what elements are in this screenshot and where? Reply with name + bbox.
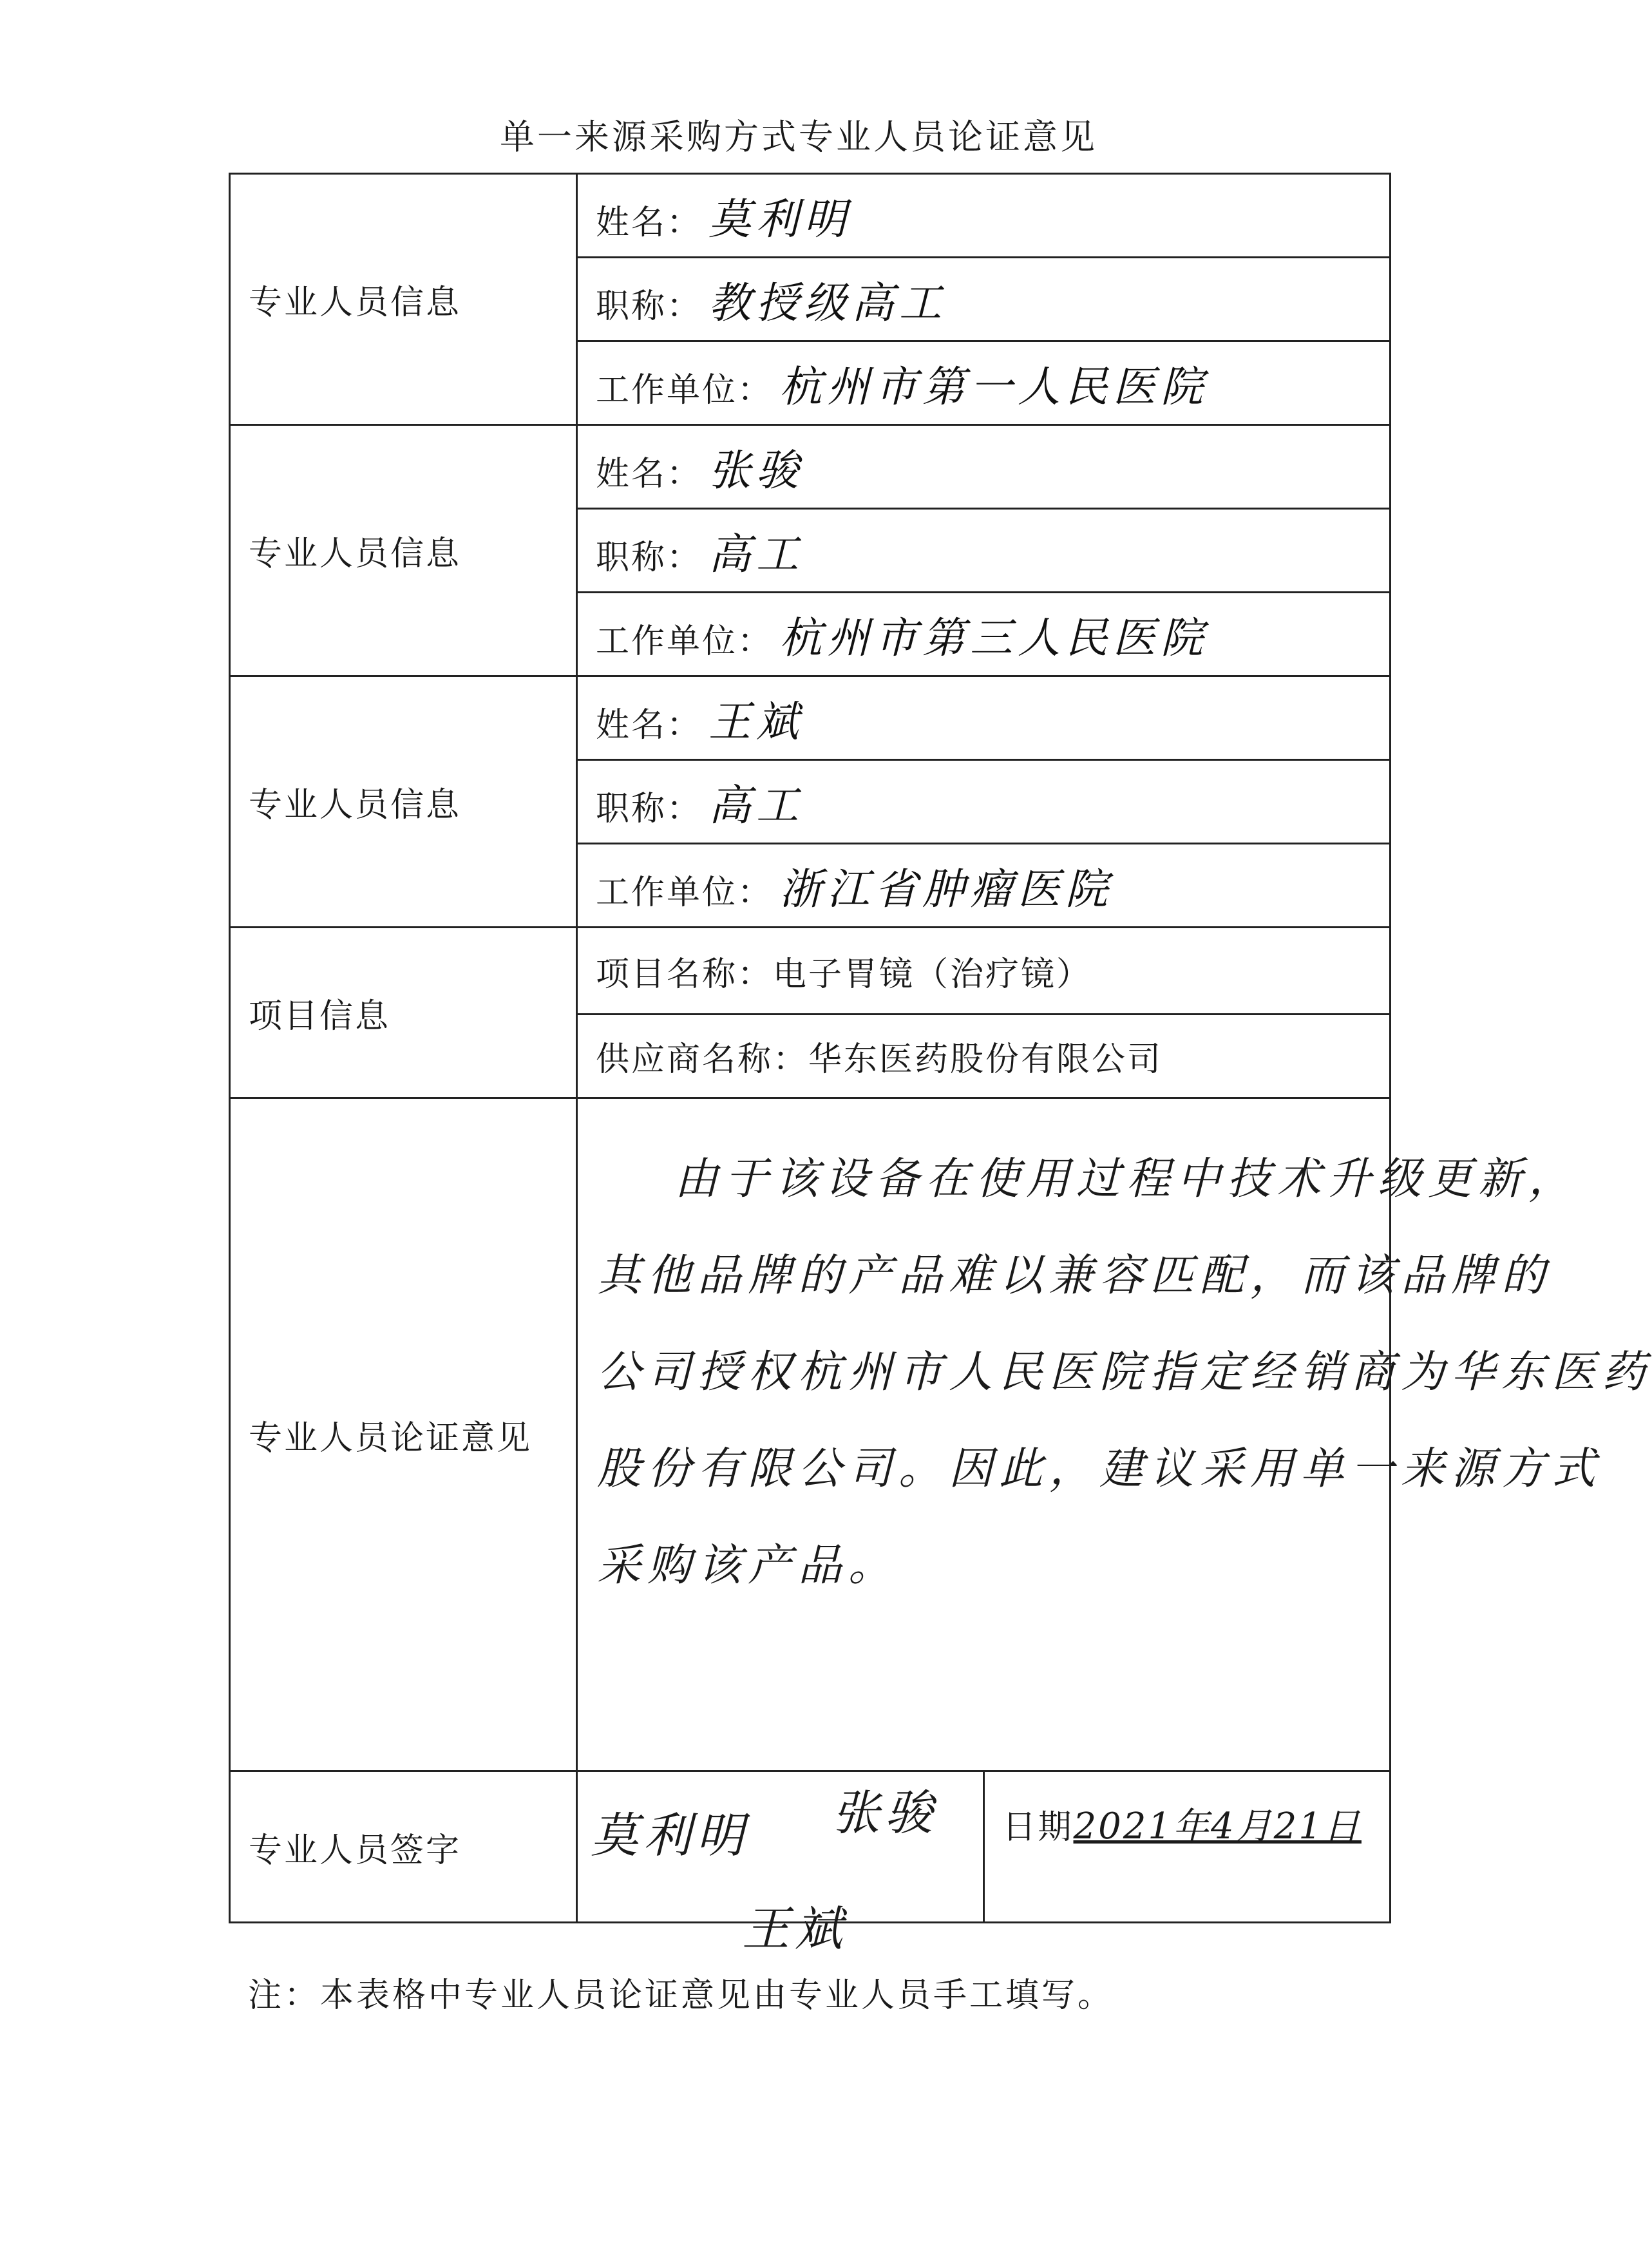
expert-2-unit-field	[577, 593, 1391, 676]
signature-label: 专业人员签字	[230, 1771, 577, 1923]
expert-3-unit-field	[577, 844, 1391, 928]
expert-1-unit: 杭州市第一人民医院	[779, 362, 1209, 412]
opinion-line: 公司授权杭州市人民医院指定经销商为华东医药	[597, 1347, 1652, 1398]
expert-1-rank: 教授级高工	[708, 278, 947, 328]
project-info-label: 项目信息	[230, 928, 577, 1098]
expert-1-name-field	[577, 174, 1391, 258]
unit-label: 工作单位：	[596, 873, 774, 912]
expert-3-unit: 浙江省肿瘤医院	[779, 864, 1114, 914]
footnote: 注：本表格中专业人员论证意见由专业人员手工填写。	[248, 1976, 1114, 2015]
name-label: 姓名：	[596, 455, 703, 493]
signature-area	[577, 1771, 984, 1957]
expert-1-name: 莫利明	[708, 195, 852, 244]
unit-label: 工作单位：	[596, 371, 774, 410]
opinion-line: 采购该产品。	[597, 1540, 899, 1591]
signature-2: 张骏	[832, 1786, 938, 1841]
opinion-label: 专业人员论证意见	[230, 1098, 577, 1771]
expert-opinion-table	[229, 173, 1652, 1957]
expert-2-unit: 杭州市第三人民医院	[779, 613, 1209, 663]
name-label: 姓名：	[596, 204, 703, 242]
expert-2-name: 张骏	[708, 446, 804, 495]
opinion-line: 由于该设备在使用过程中技术升级更新，	[674, 1154, 1579, 1205]
opinion-line: 其他品牌的产品难以兼容匹配，而该品牌的	[597, 1250, 1552, 1301]
staff-info-label-3: 专业人员信息	[230, 676, 577, 928]
project-name: 项目名称：电子胃镜（治疗镜）	[577, 928, 1391, 1015]
rank-label: 职称：	[596, 539, 703, 577]
staff-info-label-1: 专业人员信息	[230, 174, 577, 425]
form-title: 单一来源采购方式专业人员论证意见	[500, 117, 1097, 157]
name-label: 姓名：	[596, 706, 703, 745]
date-field	[983, 1771, 1391, 1923]
rank-label: 职称：	[596, 287, 703, 326]
opinion-line: 股份有限公司。因此，建议采用单一来源方式	[597, 1444, 1602, 1494]
expert-2-name-field	[577, 425, 1391, 509]
expert-3-name: 王斌	[708, 697, 804, 747]
date-value: 2021年4月21日	[1073, 1806, 1362, 1847]
expert-1-rank-field	[577, 258, 1391, 341]
date-label: 日期	[1002, 1808, 1074, 1847]
expert-3-rank: 高工	[708, 781, 804, 830]
expert-2-rank: 高工	[708, 529, 804, 579]
expert-1-unit-field	[577, 341, 1391, 425]
rank-label: 职称：	[596, 790, 703, 828]
opinion-text	[577, 1098, 1652, 1771]
signature-1: 莫利明	[591, 1808, 749, 1863]
supplier-name: 供应商名称：华东医药股份有限公司	[577, 1015, 1391, 1098]
expert-3-name-field	[577, 676, 1391, 760]
expert-3-rank-field	[577, 760, 1391, 844]
unit-label: 工作单位：	[596, 622, 774, 661]
signature-3: 王斌	[742, 1902, 848, 1957]
expert-2-rank-field	[577, 509, 1391, 593]
staff-info-label-2: 专业人员信息	[230, 425, 577, 676]
